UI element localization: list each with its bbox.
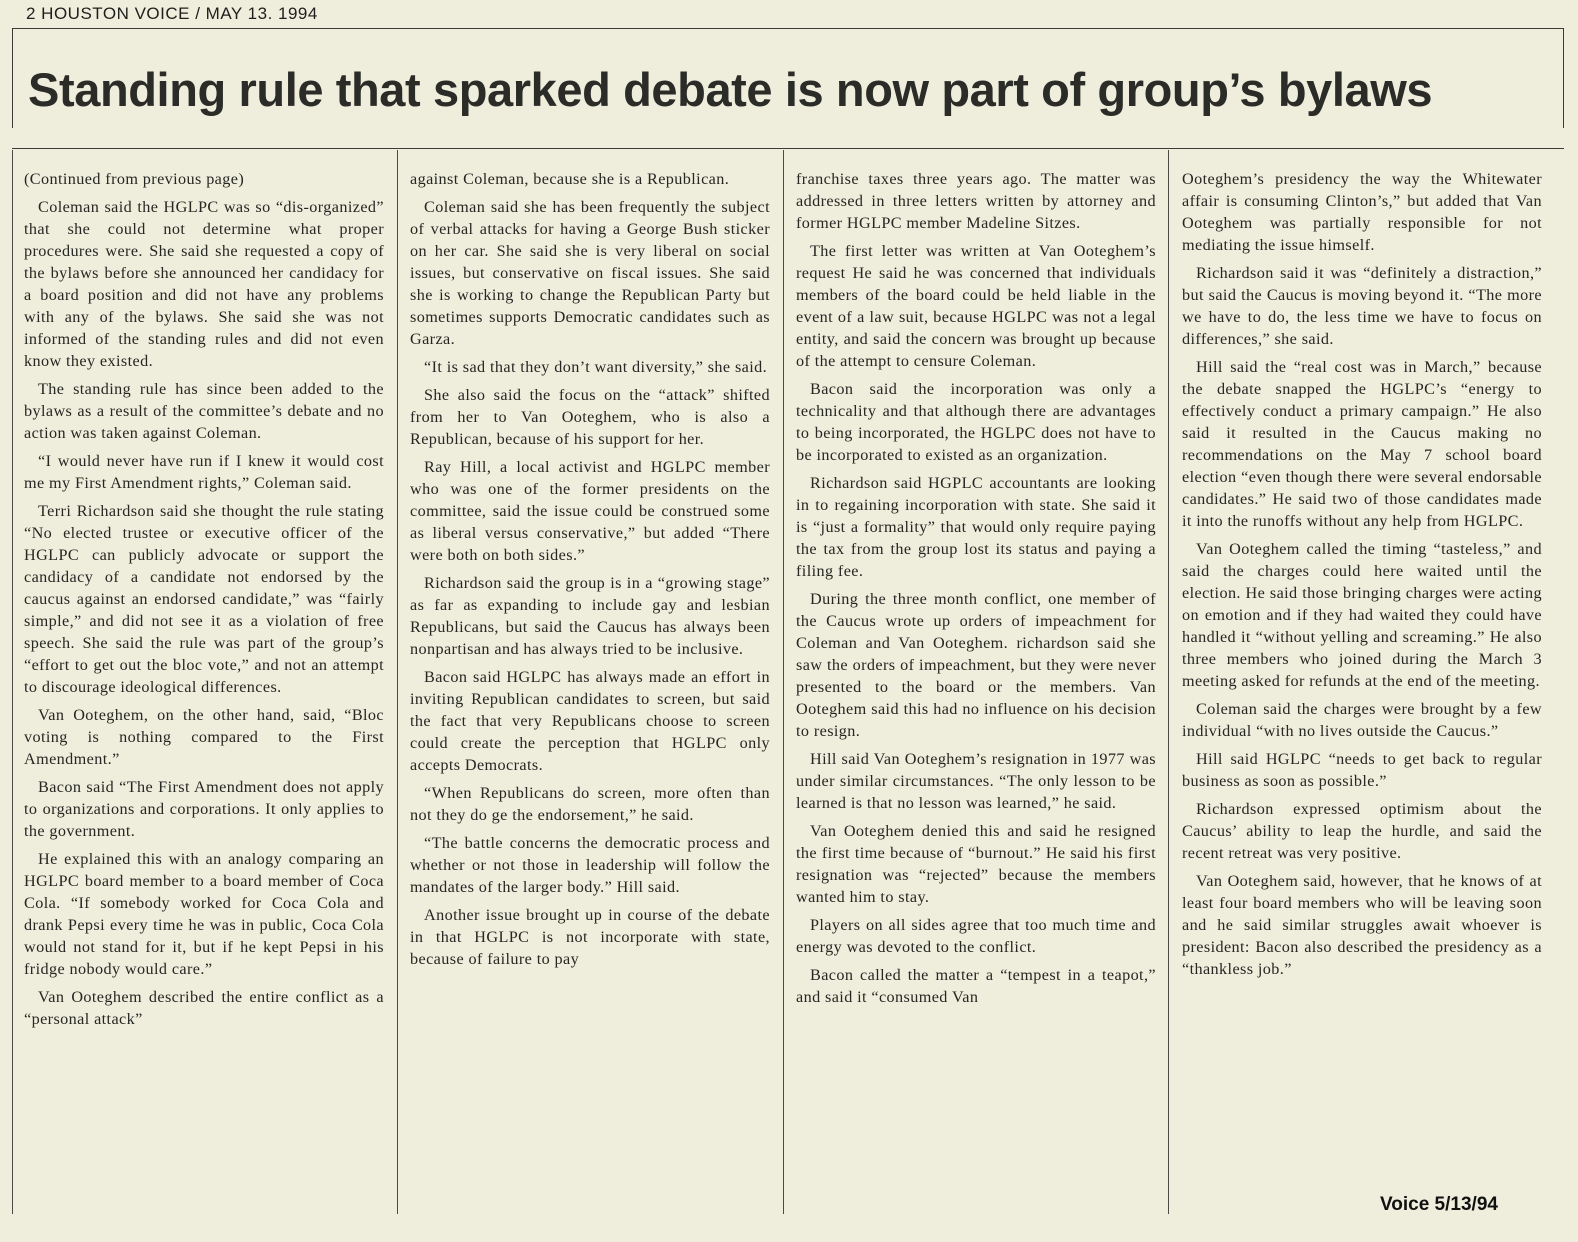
article-column-2 <box>410 168 770 976</box>
column-divider <box>12 150 13 1214</box>
article-paragraph: “It is sad that they don’t want diversity,” she said. <box>424 358 768 376</box>
article-paragraph: Bacon said the incorporation was only a technicality and that although there are advantages to being incorporated, the HGLPC does not have to be incorporated to existed as an organization. <box>796 380 1156 464</box>
top-rule <box>12 28 1564 29</box>
article-paragraph: Another issue brought up in course of the debate in that HGLPC is not incorporate with state, because of failure to pay <box>410 906 770 968</box>
headline: Standing rule that sparked debate is now part of group’s bylaws <box>28 63 1433 116</box>
article-column-4 <box>1182 168 1542 986</box>
article-paragraph: Coleman said the HGLPC was so “dis-organized” that she could not determine what proper procedures were. She said she requested a copy of the bylaws before she announced her candidacy for a board position and did not have any problems with any of the bylaws. She said she was not informed of the standing rules and did not even know they existed. <box>24 198 384 370</box>
article-paragraph: Richardson said it was “definitely a distraction,” but said the Caucus is moving beyond it. “The more we have to do, the less time we have to focus on differences,” she said. <box>1182 264 1542 348</box>
article-paragraph: “The battle concerns the democratic process and whether or not those in leadership will follow the mandates of the larger body.” Hill said. <box>410 834 770 896</box>
article-paragraph: He explained this with an analogy comparing an HGLPC board member to a board member of Coca Cola. “If somebody worked for Coca Cola and drank Pepsi every time he was in public, Coca Cola would not stand for it, but if he kept Pepsi in his fridge nobody would care.” <box>24 850 384 978</box>
article-paragraph: She also said the focus on the “attack” shifted from her to Van Ooteghem, who is also a Republican, because of his support for her. <box>410 386 770 448</box>
article-paragraph: Ray Hill, a local activist and HGLPC member who was one of the former presidents on the committee, said the issue could be construed some as liberal versus conservative,” but added “There were both on both sides.” <box>410 458 770 564</box>
column-divider <box>1168 150 1169 1214</box>
article-paragraph: Hill said HGLPC “needs to get back to regular business as soon as possible.” <box>1182 750 1542 790</box>
column-divider <box>397 150 398 1214</box>
article-paragraph: against Coleman, because she is a Republican. <box>410 170 730 188</box>
article-paragraph: Coleman said she has been frequently the subject of verbal attacks for having a George Bush sticker on her car. She said she is very liberal on social issues, but conservative on fiscal issues. She said she is working to change the Republican Party but sometimes supports Democratic candidates such as Garza. <box>410 198 770 348</box>
article-paragraph: During the three month conflict, one member of the Caucus wrote up orders of impeachment for Coleman and Van Ooteghem. richardson said she saw the orders of impeachment, but they were never presented to the board or the members. Van Ooteghem said this had no influence on his decision to resign. <box>796 590 1156 740</box>
article-paragraph: (Continued from previous page) <box>24 170 245 188</box>
page-header: 2 HOUSTON VOICE / MAY 13. 1994 <box>26 4 318 23</box>
article-column-3 <box>796 168 1156 1014</box>
article-paragraph: Van Ooteghem, on the other hand, said, “Bloc voting is nothing compared to the First Amendment.” <box>24 706 384 768</box>
article-paragraph: “I would never have run if I knew it would cost me my First Amendment rights,” Coleman said. <box>24 452 384 492</box>
article-paragraph: The standing rule has since been added to the bylaws as a result of the committee’s debate and no action was taken against Coleman. <box>24 380 384 442</box>
article-paragraph: Richardson expressed optimism about the Caucus’ ability to leap the hurdle, and said the recent retreat was very positive. <box>1182 800 1542 862</box>
article-paragraph: Van Ooteghem called the timing “tasteless,” and said the charges could here waited until the election. He said those bringing charges were acting on emotion and if they had waited they could have handled it “without yelling and screaming.” He also three members who joined during the March 3 meeting asked for refunds at the end of the meeting. <box>1182 540 1542 690</box>
article-paragraph: “When Republicans do screen, more often than not they do ge the endorsement,” he said. <box>410 784 770 824</box>
article-paragraph: Van Ooteghem said, however, that he knows of at least four board members who will be leaving soon and he said similar struggles await whoever is president: Bacon also described the presidency as a “thankless job.” <box>1182 872 1542 978</box>
right-border <box>1563 28 1564 128</box>
left-border <box>12 28 13 128</box>
article-paragraph: Hill said the “real cost was in March,” because the debate snapped the HGLPC’s “energy to effectively conduct a primary campaign.” He also said it resulted in the Caucus making no recommendations on the May 7 school board election “even though there were several endorsable candidates.” He said two of those candidates made it into the runoffs without any help from HGLPC. <box>1182 358 1542 530</box>
article-column-1 <box>24 168 384 1036</box>
article-paragraph: Richardson said the group is in a “growing stage” as far as expanding to include gay and lesbian Republicans, but said the Caucus has always been nonpartisan and has always tried to be inclusive. <box>410 574 770 658</box>
article-paragraph: Terri Richardson said she thought the rule stating “No elected trustee or executive officer of the HGLPC can publicly advocate or support the candidacy of a candidate not endorsed by the caucus against an endorsed candidate,” was “fairly simple,” and did not see it as a violation of free speech. She said the rule was part of the group’s “effort to get out the bloc vote,” and not an attempt to discourage ideological differences. <box>24 502 384 696</box>
date-stamp: Voice 5/13/94 <box>1380 1194 1498 1215</box>
article-paragraph: Hill said Van Ooteghem’s resignation in 1977 was under similar circumstances. “The only lesson to be learned is that no lesson was learned,” he said. <box>796 750 1156 812</box>
article-paragraph: Richardson said HGPLC accountants are looking in to regaining incorporation with state. She said it is “just a formality” that would only require paying the tax from the group lost its status and paying a filing fee. <box>796 474 1156 580</box>
article-paragraph: Players on all sides agree that too much time and energy was devoted to the conflict. <box>796 916 1156 956</box>
article-paragraph: Bacon called the matter a “tempest in a teapot,” and said it “consumed Van <box>796 966 1156 1006</box>
article-paragraph: Bacon said “The First Amendment does not apply to organizations and corporations. It only applies to the government. <box>24 778 384 840</box>
headline-rule <box>12 148 1564 149</box>
article-paragraph: franchise taxes three years ago. The matter was addressed in three letters written by attorney and former HGLPC member Madeline Sitzes. <box>796 170 1156 232</box>
article-paragraph: Van Ooteghem described the entire conflict as a “personal attack” <box>24 988 384 1028</box>
article-paragraph: Coleman said the charges were brought by a few individual “with no lives outside the Caucus.” <box>1182 700 1542 740</box>
article-paragraph: Van Ooteghem denied this and said he resigned the first time because of “burnout.” He said his first resignation was “rejected” because the members wanted him to stay. <box>796 822 1156 906</box>
column-divider <box>783 150 784 1214</box>
article-paragraph: The first letter was written at Van Ooteghem’s request He said he was concerned that individuals members of the board could be held liable in the event of a law suit, because HGLPC was not a legal entity, and said the concern was brought up because of the attempt to censure Coleman. <box>796 242 1156 370</box>
article-paragraph: Ooteghem’s presidency the way the Whitewater affair is consuming Clinton’s,” but added that Van Ooteghem was partially responsible for not mediating the issue himself. <box>1182 170 1542 254</box>
article-paragraph: Bacon said HGLPC has always made an effort in inviting Republican candidates to screen, but said the fact that very Republicans choose to screen could create the perception that HGLPC only accepts Democrats. <box>410 668 770 774</box>
